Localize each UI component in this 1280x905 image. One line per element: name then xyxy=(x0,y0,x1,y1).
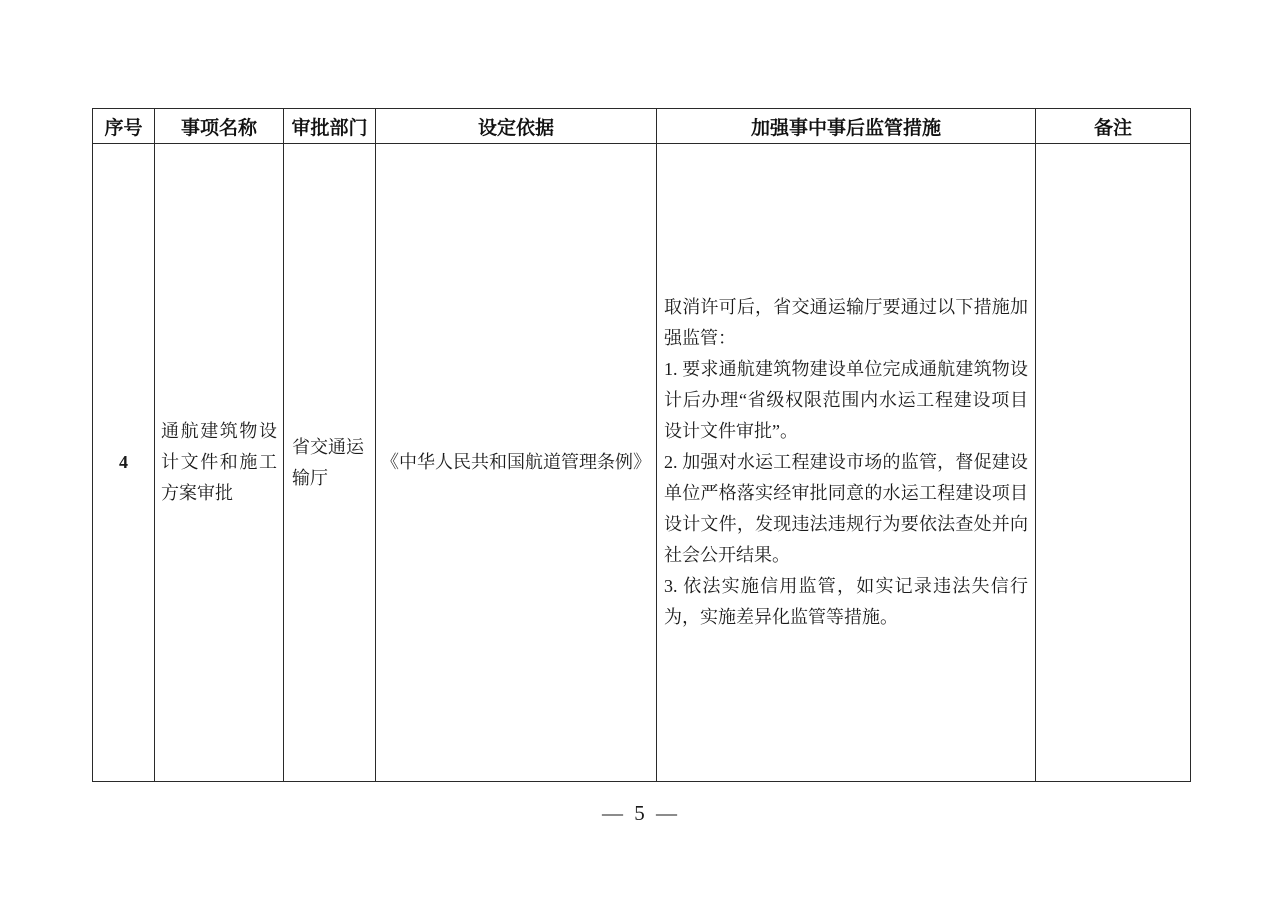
cell-item-name: 通航建筑物设计文件和施工方案审批 xyxy=(155,144,284,782)
header-item-name: 事项名称 xyxy=(155,109,284,144)
table-row xyxy=(93,144,1191,782)
measure-paragraph-intro: 取消许可后，省交通运输厅要通过以下措施加强监管： xyxy=(664,297,1028,348)
approval-items-table xyxy=(92,108,1191,782)
cell-legal-basis: 《中华人民共和国航道管理条例》 xyxy=(376,144,657,782)
cell-supervision-measures xyxy=(657,144,1036,782)
table-header-row xyxy=(93,109,1191,144)
header-serial-number: 序号 xyxy=(93,109,155,144)
page-number: — 5 — xyxy=(602,801,680,825)
measure-paragraph-3: 3. 依法实施信用监管，如实记录违法失信行为，实施差异化监管等措施。 xyxy=(664,576,1028,627)
cell-serial-number: 4 xyxy=(93,144,155,782)
measure-paragraph-1: 1. 要求通航建筑物建设单位完成通航建筑物设计后办理“省级权限范围内水运工程建设项目设计文件审批”。 xyxy=(664,359,1028,441)
header-supervision-measures: 加强事中事后监管措施 xyxy=(657,109,1036,144)
header-legal-basis: 设定依据 xyxy=(376,109,657,144)
cell-remarks xyxy=(1036,144,1191,782)
measure-paragraph-2: 2. 加强对水运工程建设市场的监管，督促建设单位严格落实经审批同意的水运工程建设项目设计文件，发现违法违规行为要依法查处并向社会公开结果。 xyxy=(664,452,1028,565)
header-remarks: 备注 xyxy=(1036,109,1191,144)
cell-approval-department: 省交通运输厅 xyxy=(284,144,376,782)
header-approval-department: 审批部门 xyxy=(284,109,376,144)
